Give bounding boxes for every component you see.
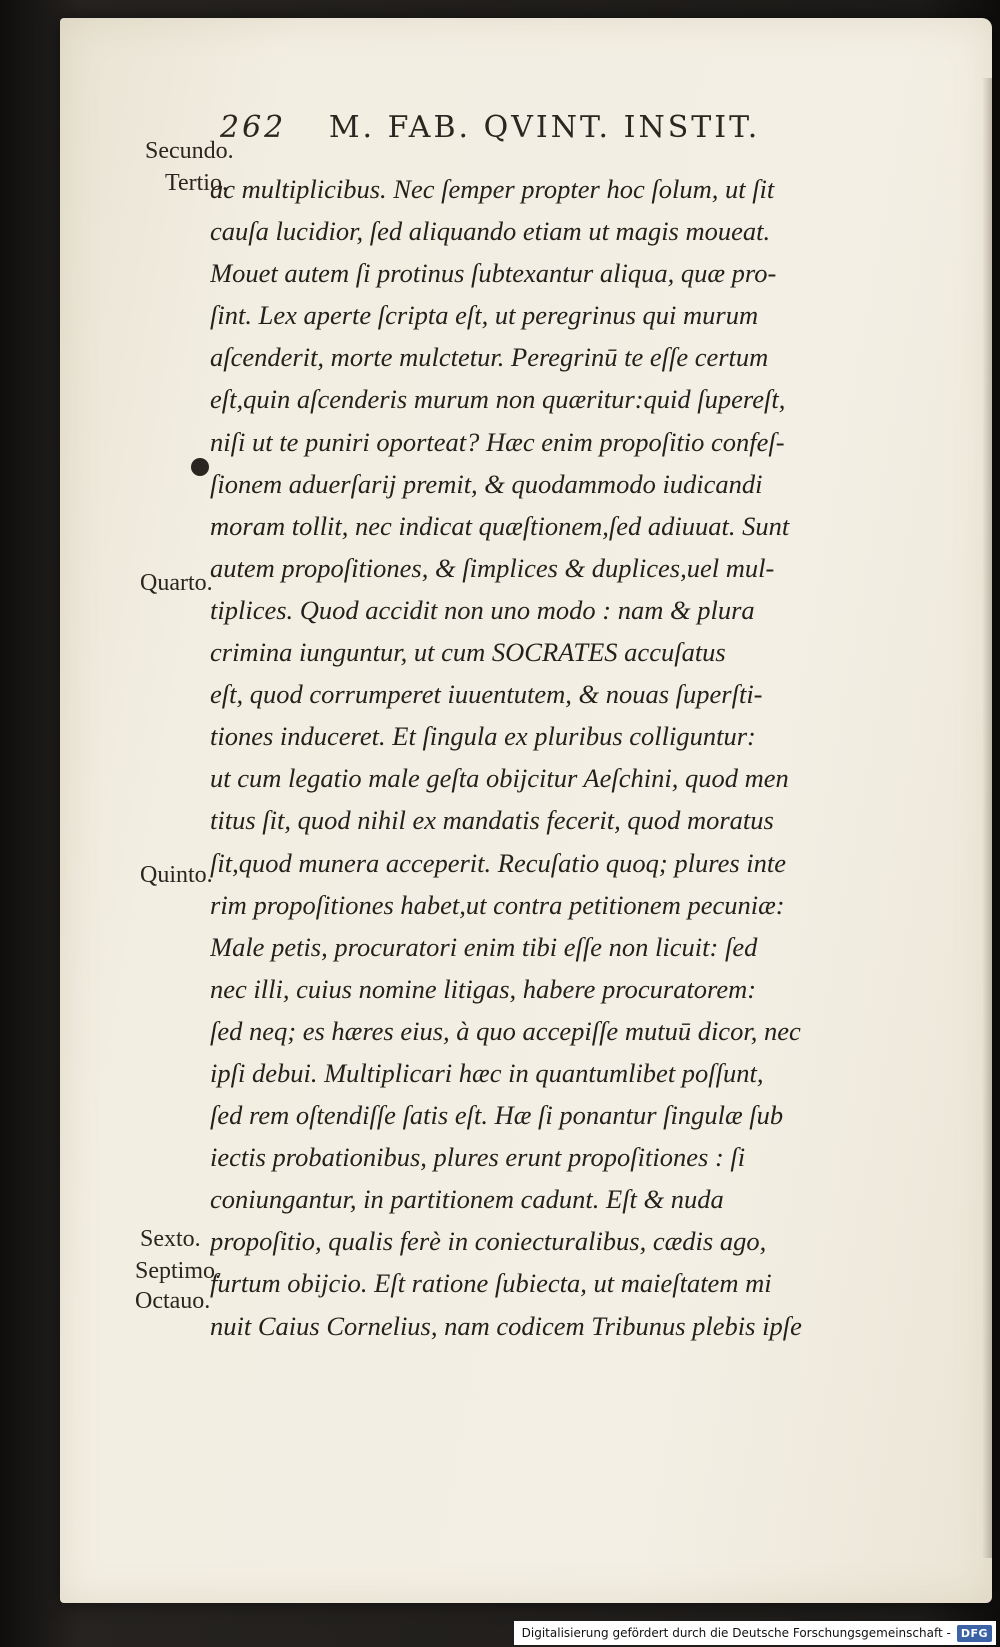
text-line: crimina iunguntur, ut cum SOCRATES accuſatus — [210, 637, 726, 668]
text-line: nec illi, cuius nomine litigas, habere procuratorem: — [210, 973, 757, 1004]
text-line: autem propoſitiones, & ſimplices & duplices,uel mul- — [210, 552, 775, 583]
text-line: Male petis, procuratori enim tibi eſſe non licuit: ſed — [210, 931, 758, 962]
margin-note-sexto: Sexto. — [140, 1226, 201, 1252]
margin-note-quinto: Quinto. — [140, 862, 213, 888]
text-line: tiones induceret. Et ſingula ex pluribus colliguntur: — [210, 721, 756, 752]
text-line: iectis probationibus, plures erunt propoſitiones : ſi — [210, 1142, 746, 1173]
text-line: titus ſit, quod nihil ex mandatis fecerit, quod moratus — [210, 805, 774, 836]
text-line: ſed neq; es hæres eius, à quo accepiſſe mutuū dicor, nec — [210, 1015, 801, 1046]
text-line: cauſa lucidior, ſed aliquando etiam ut magis moueat. — [210, 216, 771, 247]
text-line: aſcenderit, morte mulctetur. Peregrinū te eſſe certum — [210, 342, 769, 373]
text-line: ſionem aduerſarij premit, & quodammodo iudicandi — [210, 468, 763, 499]
margin-note-septimo: Septimo. — [135, 1258, 222, 1284]
page-edge-shadow — [982, 78, 992, 1558]
margin-note-secundo: Secundo. — [145, 138, 234, 164]
margin-note-quarto: Quarto. — [140, 570, 213, 596]
text-line: ſit,quod munera acceperit. Recuſatio quoq; plures inte — [210, 847, 787, 878]
page-number: 262 — [220, 110, 287, 145]
text-line: furtum obijcio. Eſt ratione ſubiecta, ut maieſtatem mi — [210, 1268, 772, 1299]
text-line: coniungantur, in partitionem cadunt. Eſt & nuda — [210, 1184, 724, 1215]
digitization-credit — [514, 1621, 996, 1645]
text-line: niſi ut te puniri oporteat? Hæc enim propoſitio confeſ- — [210, 426, 785, 457]
body-text — [210, 168, 900, 1347]
dfg-logo-icon: DFG — [957, 1625, 992, 1642]
text-line: eſt, quod corrumperet iuuentutem, & nouas ſuperſti- — [210, 679, 763, 710]
margin-note-octauo: Octauo. — [135, 1288, 211, 1314]
text-line: Mouet autem ſi protinus ſubtexantur aliqua, quæ pro- — [210, 258, 777, 289]
text-line: rim propoſitiones habet,ut contra petitionem pecuniæ: — [210, 889, 785, 920]
text-line: moram tollit, nec indicat quæſtionem,ſed adiuuat. Sunt — [210, 510, 790, 541]
margin-note-tertio: Tertio. — [165, 170, 228, 196]
text-line: ac multiplicibus. Nec ſemper propter hoc ſolum, ut ſit — [210, 174, 775, 204]
running-head-title: M. FAB. QVINT. INSTIT. — [328, 110, 761, 145]
text-line: ſint. Lex aperte ſcripta eſt, ut peregrinus qui murum — [210, 300, 759, 331]
text-line: ut cum legatio male geſta obijcitur Aeſchini, quod men — [210, 763, 789, 794]
ink-blot — [191, 458, 209, 476]
text-line: eſt,quin aſcenderis murum non quæritur:quid ſupereſt, — [210, 384, 786, 415]
text-line: propoſitio, qualis ferè in coniecturalibus, cædis ago, — [210, 1226, 767, 1257]
text-line: nuit Caius Cornelius, nam codicem Tribunus plebis ipſe — [210, 1310, 802, 1341]
running-header — [220, 110, 900, 145]
text-line: ſed rem oſtendiſſe ſatis eſt. Hæ ſi ponantur ſingulæ ſub — [210, 1100, 784, 1131]
text-line: ipſi debui. Multiplicari hæc in quantumlibet poſſunt, — [210, 1057, 764, 1088]
text-line: tiplices. Quod accidit non uno modo : nam & plura — [210, 594, 755, 625]
credit-text: Digitalisierung gefördert durch die Deutsche Forschungsgemeinschaft - — [521, 1626, 951, 1640]
